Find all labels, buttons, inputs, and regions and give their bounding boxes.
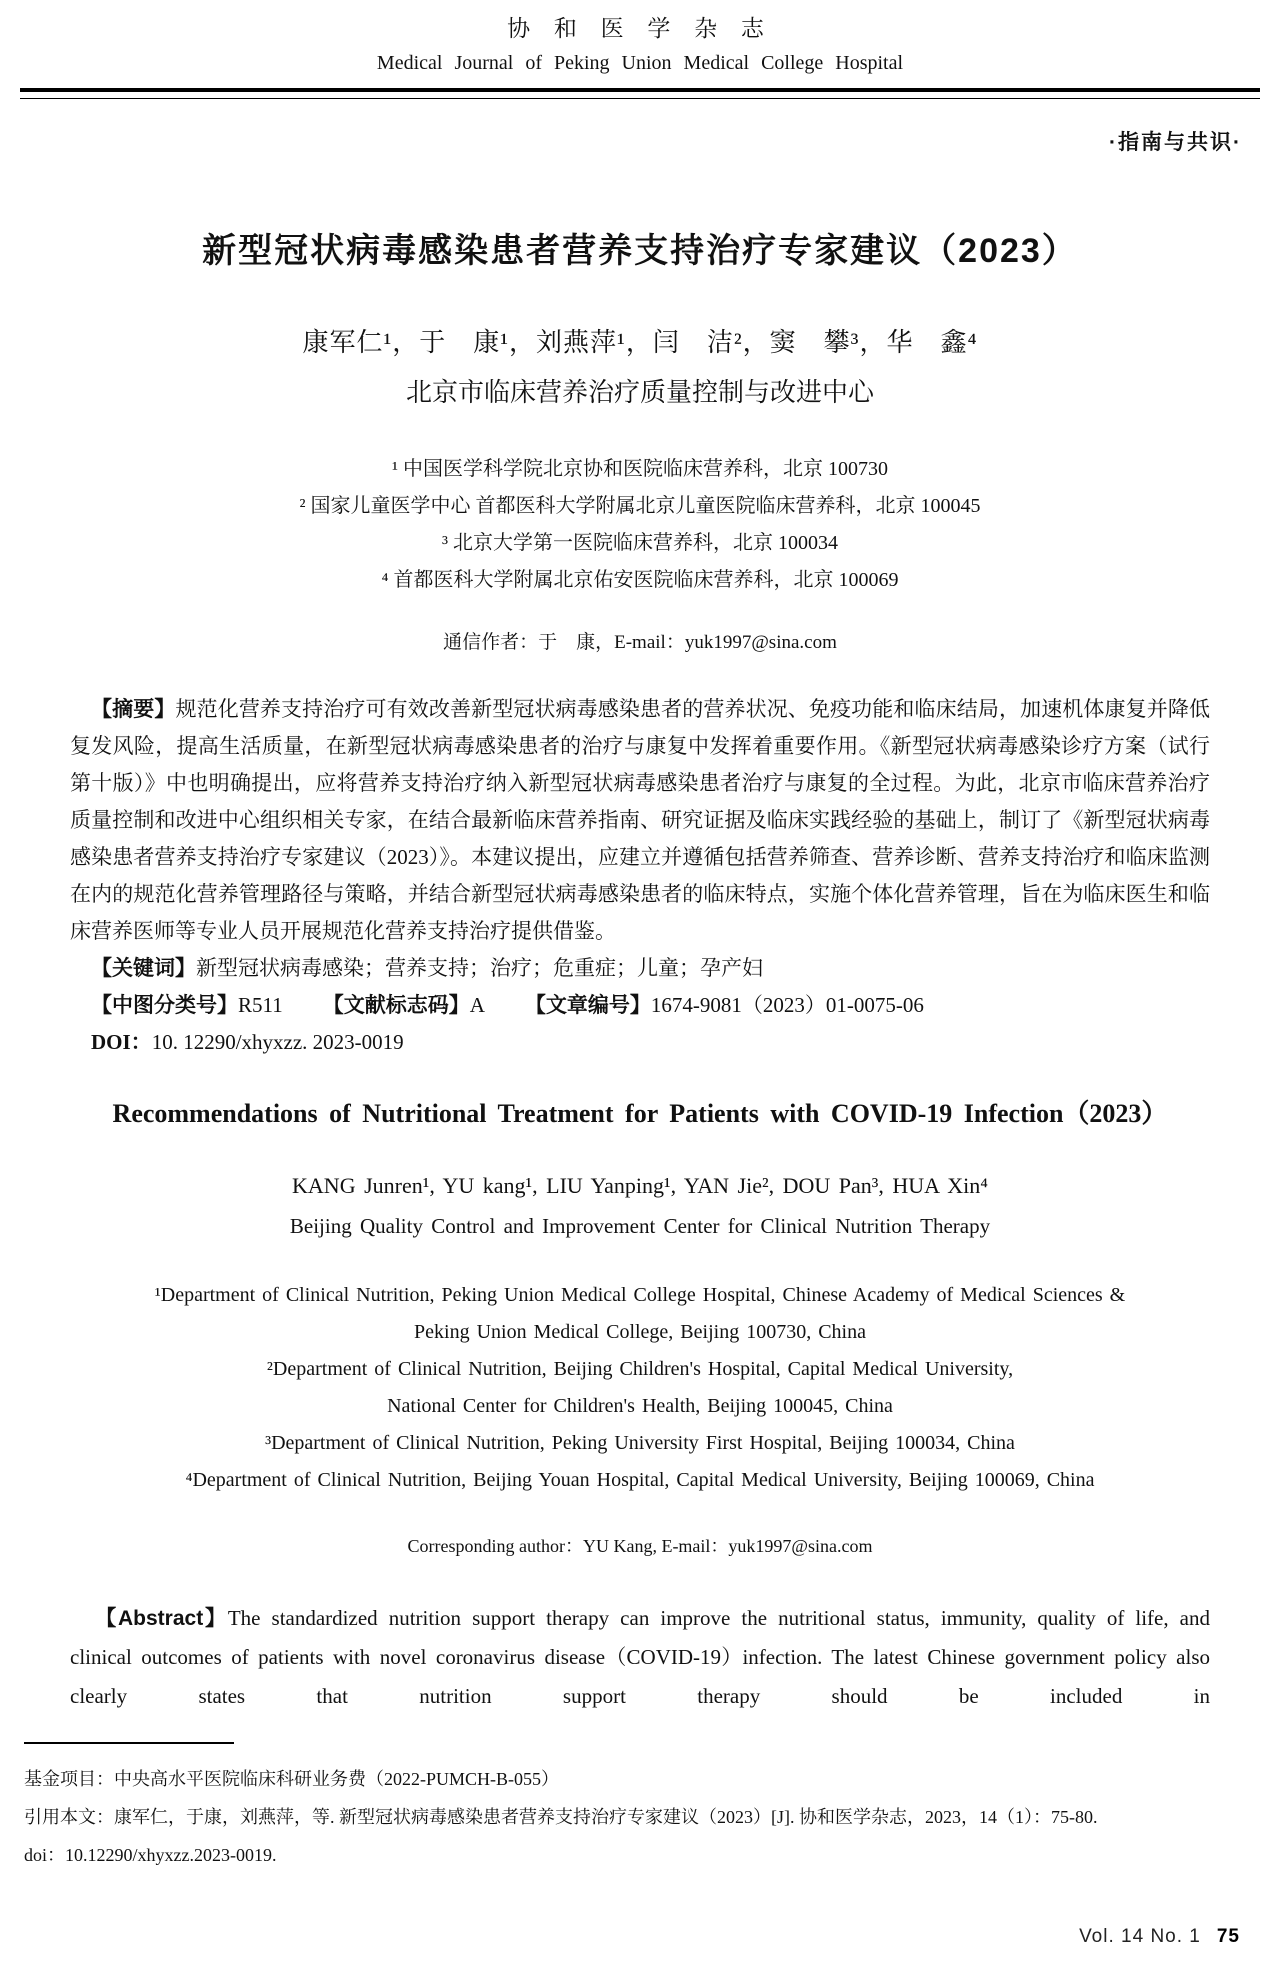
doi-line bbox=[70, 1024, 1210, 1061]
page-folio bbox=[1079, 1926, 1240, 1948]
doi-value: 10. 12290/xhyxzz. 2023-0019 bbox=[151, 1030, 404, 1054]
affiliation-cn-3: ³ 北京大学第一医院临床营养科，北京 100034 bbox=[442, 532, 838, 554]
fund-label: 基金项目： bbox=[24, 1769, 114, 1789]
organization-en: Beijing Quality Control and Improvement Center for Clinical Nutrition Therapy bbox=[289, 1214, 991, 1238]
journal-title-en: Medical Journal of Peking Union Medical College Hospital bbox=[376, 52, 904, 74]
abstract-label-en: 【Abstract】 bbox=[95, 1607, 228, 1630]
abstract-block-cn bbox=[70, 691, 1210, 1061]
affiliation-cn-4: ⁴ 首都医科大学附属北京佑安医院临床营养科，北京 100069 bbox=[381, 569, 899, 591]
doc-code-pair bbox=[323, 987, 485, 1024]
authors-cn: 康军仁¹，于 康¹，刘燕萍¹，闫 洁²，窦 攀³，华 鑫⁴ bbox=[302, 328, 978, 357]
citation-line bbox=[24, 1798, 1256, 1836]
clc-label: 【中图分类号】 bbox=[91, 994, 238, 1017]
meta-row bbox=[70, 987, 1210, 1024]
abstract-text-cn: 规范化营养支持治疗可有效改善新型冠状病毒感染患者的营养状况、免疫功能和临床结局，加速机体康复并降低复发风险，提高生活质量，在新型冠状病毒感染患者的治疗与康复中发挥着重要作用。《新型冠状病毒感染诊疗方案（试行第十版）》中也明确提出，应将营养支持治疗纳入新型冠状病毒感染患者治疗与康复的全过程。为此，北京市临床营养治疗质量控制和改进中心组织相关专家，在结合最新临床营养指南、研究证据及临床实践经验的基础上，制订了《新型冠状病毒感染患者营养支持治疗专家建议（2023）》。本建议提出，应建立并遵循包括营养筛查、营养诊断、营养支持治疗和临床监测在内的规范化营养管理路径与策略，并结合新型冠状病毒感染患者的临床特点，实施个体化营养管理，旨在为临床医生和临床营养医师等专业人员开展规范化营养支持治疗提供借鉴。 bbox=[70, 697, 1211, 943]
abstract-label-cn: 【摘要】 bbox=[91, 698, 176, 721]
keywords-label-cn: 【关键词】 bbox=[91, 957, 196, 980]
affiliation-en-6: ⁴Department of Clinical Nutrition, Beijing Youan Hospital, Capital Medical University, Beijing 100069, China bbox=[185, 1469, 1095, 1491]
keywords-line-cn bbox=[70, 950, 1210, 987]
abstract-en bbox=[70, 1599, 1210, 1716]
article-id-pair bbox=[525, 987, 924, 1024]
affiliation-cn-1: ¹ 中国医学科学院北京协和医院临床营养科，北京 100730 bbox=[392, 458, 888, 480]
affiliations-cn bbox=[0, 451, 1280, 599]
fund-value: 中央高水平医院临床科研业务费（2022-PUMCH-B-055） bbox=[114, 1769, 560, 1789]
authors-en: KANG Junren¹, YU kang¹, LIU Yanping¹, YAN Jie², DOU Pan³, HUA Xin⁴ bbox=[292, 1173, 988, 1198]
header-rule-thin bbox=[20, 98, 1260, 99]
doc-code-label: 【文献标志码】 bbox=[322, 994, 470, 1017]
header-rule-thick bbox=[20, 88, 1260, 92]
fund-line bbox=[24, 1760, 1256, 1798]
affiliation-en-5: ³Department of Clinical Nutrition, Peking University First Hospital, Beijing 100034, China bbox=[265, 1432, 1015, 1454]
abstract-cn bbox=[70, 691, 1210, 950]
footnote-divider bbox=[24, 1742, 234, 1744]
journal-header bbox=[0, 0, 1280, 76]
affiliation-en-4: National Center for Children's Health, Beijing 100045, China bbox=[387, 1395, 893, 1417]
footnote-block bbox=[24, 1742, 1256, 1874]
article-id-value: 1674-9081（2023）01-0075-06 bbox=[650, 993, 924, 1017]
doi-label: DOI： bbox=[91, 1030, 152, 1054]
journal-title-cn: 协 和 医 学 杂 志 bbox=[507, 16, 773, 41]
doc-code-value: A bbox=[469, 993, 485, 1017]
clc-pair bbox=[91, 987, 283, 1024]
affiliation-cn-2: ² 国家儿童医学中心 首都医科大学附属北京儿童医院临床营养科，北京 100045 bbox=[299, 495, 981, 517]
section-label: ·指南与共识· bbox=[1109, 131, 1242, 154]
organization-cn: 北京市临床营养治疗质量控制与改进中心 bbox=[405, 378, 874, 407]
header-rule bbox=[20, 88, 1260, 99]
footnote-doi-line: doi：10.12290/xhyxzz.2023-0019. bbox=[24, 1845, 277, 1865]
citation-value: 康军仁，于康，刘燕萍，等. 新型冠状病毒感染患者营养支持治疗专家建议（2023）[J]. 协和医学杂志，2023，14（1）：75-80. bbox=[114, 1807, 1098, 1827]
correspondence-cn: 通信作者：于 康，E-mail：yuk1997@sina.com bbox=[443, 632, 837, 653]
keywords-cn: 新型冠状病毒感染；营养支持；治疗；危重症；儿童；孕产妇 bbox=[196, 956, 763, 980]
article-title-cn: 新型冠状病毒感染患者营养支持治疗专家建议（2023） bbox=[202, 232, 1078, 270]
abstract-text-en: The standardized nutrition support therapy can improve the nutritional status, immunity, quality of life, and clinical outcomes of patients with novel coronavirus disease（COVID-19）infection. The latest Chinese government policy also clearly states that nutrition support therapy should be included in bbox=[70, 1606, 1210, 1708]
article-id-label: 【文章编号】 bbox=[524, 994, 651, 1017]
citation-label: 引用本文： bbox=[24, 1807, 114, 1827]
clc-value: R511 bbox=[238, 993, 283, 1017]
article-title-en: Recommendations of Nutritional Treatment for Patients with COVID-19 Infection（2023） bbox=[112, 1099, 1168, 1128]
page-number: 75 bbox=[1216, 1926, 1240, 1947]
volume-info: Vol. 14 No. 1 bbox=[1079, 1926, 1201, 1947]
correspondence-en: Corresponding author：YU Kang, E-mail：yuk1997@sina.com bbox=[407, 1536, 873, 1556]
affiliations-en bbox=[0, 1277, 1280, 1499]
affiliation-en-1: ¹Department of Clinical Nutrition, Peking Union Medical College Hospital, Chinese Academy of Medical Sciences & bbox=[154, 1284, 1126, 1306]
affiliation-en-3: ²Department of Clinical Nutrition, Beijing Children's Hospital, Capital Medical University, bbox=[266, 1358, 1014, 1380]
affiliation-en-2: Peking Union Medical College, Beijing 100730, China bbox=[414, 1321, 866, 1343]
